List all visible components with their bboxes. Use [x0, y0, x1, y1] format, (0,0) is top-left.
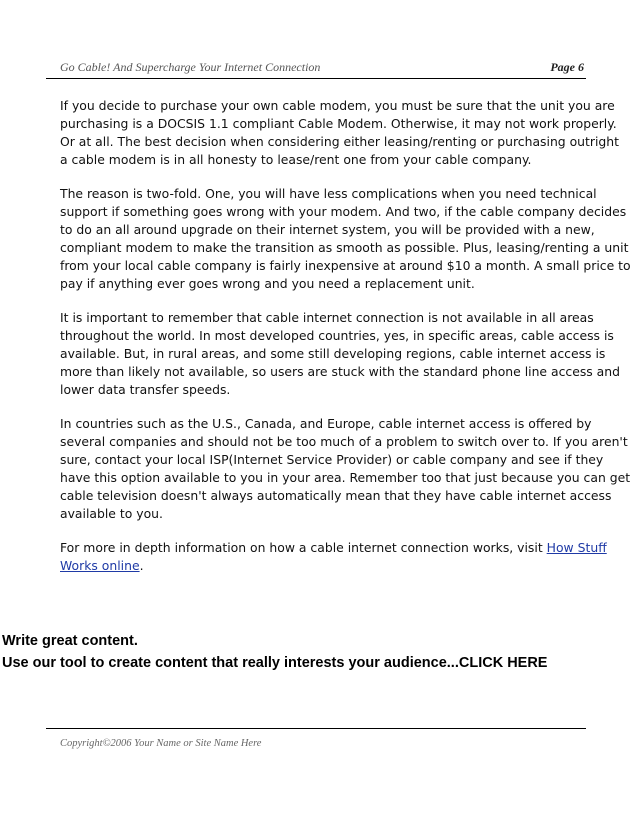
paragraph — [60, 309, 620, 399]
link-intro-text: For more in depth information on how a cable internet connection works, visit — [60, 540, 547, 555]
text-line: to do an all around upgrade on their internet system, you will be provided with a new, — [60, 222, 595, 237]
trailing-period: . — [139, 558, 144, 573]
how-stuff-works-link[interactable]: How Stuff — [546, 540, 607, 555]
text-line: a cable modem is in all honesty to lease/rent one from your cable company. — [60, 152, 532, 167]
text-line: lower data transfer speeds. — [60, 382, 231, 397]
text-line: It is important to remember that cable internet connection is not available in all areas — [60, 310, 594, 325]
copyright-text: Copyright©2006 Your Name or Site Name Here — [60, 738, 262, 749]
text-line: support if something goes wrong with your modem. And two, if the cable company decides — [60, 204, 627, 219]
promo-call-to-action[interactable]: Use our tool to create content that really interests your audience...CLICK HERE — [2, 655, 548, 671]
paragraph — [60, 185, 631, 293]
how-stuff-works-link-continued[interactable]: Works online — [60, 558, 140, 573]
text-line: In countries such as the U.S., Canada, and Europe, cable internet access is offered by — [60, 416, 592, 431]
text-line: available. But, in rural areas, and some still developing regions, cable internet access is — [60, 346, 606, 361]
promo-banner[interactable] — [2, 630, 622, 674]
text-line — [60, 557, 580, 575]
paragraph — [60, 97, 620, 169]
document-body — [60, 97, 631, 591]
text-line: from your local cable company is fairly inexpensive at around $10 a month. A small price to — [60, 258, 631, 273]
text-line: available to you. — [60, 506, 163, 521]
text-line: cable television doesn't always automatically mean that they have cable internet access — [60, 488, 612, 503]
text-line: more than likely not available, so users are stuck with the standard phone line access and — [60, 364, 620, 379]
page-footer — [46, 728, 586, 749]
text-line: pay if anything ever goes wrong and you need a replacement unit. — [60, 276, 475, 291]
document-title: Go Cable! And Supercharge Your Internet Connection — [60, 60, 321, 74]
text-line: If you decide to purchase your own cable modem, you must be sure that the unit you are — [60, 98, 615, 113]
text-line: Or at all. The best decision when considering either leasing/renting or purchasing outright — [60, 134, 620, 149]
paragraph — [60, 415, 631, 523]
page-number: Page 6 — [550, 60, 584, 74]
text-line: throughout the world. In most developed countries, yes, in specific areas, cable access is — [60, 328, 614, 343]
text-line: have this option available to you in your area. Remember too that just because you can get — [60, 470, 631, 485]
promo-headline: Write great content. — [2, 633, 138, 649]
text-line: compliant modem to make the transition as smooth as possible. Plus, leasing/renting a unit — [60, 240, 629, 255]
text-line: sure, contact your local ISP(Internet Service Provider) or cable company and see if they — [60, 452, 604, 467]
text-line — [60, 539, 607, 557]
paragraph-link — [60, 539, 607, 575]
text-line: several companies and should not be too much of a problem to switch over to. If you aren't — [60, 434, 628, 449]
text-line: The reason is two-fold. One, you will have less complications when you need technical — [60, 186, 597, 201]
text-line: purchasing is a DOCSIS 1.1 compliant Cable Modem. Otherwise, it may not work properly. — [60, 116, 617, 131]
page-header — [46, 58, 586, 79]
